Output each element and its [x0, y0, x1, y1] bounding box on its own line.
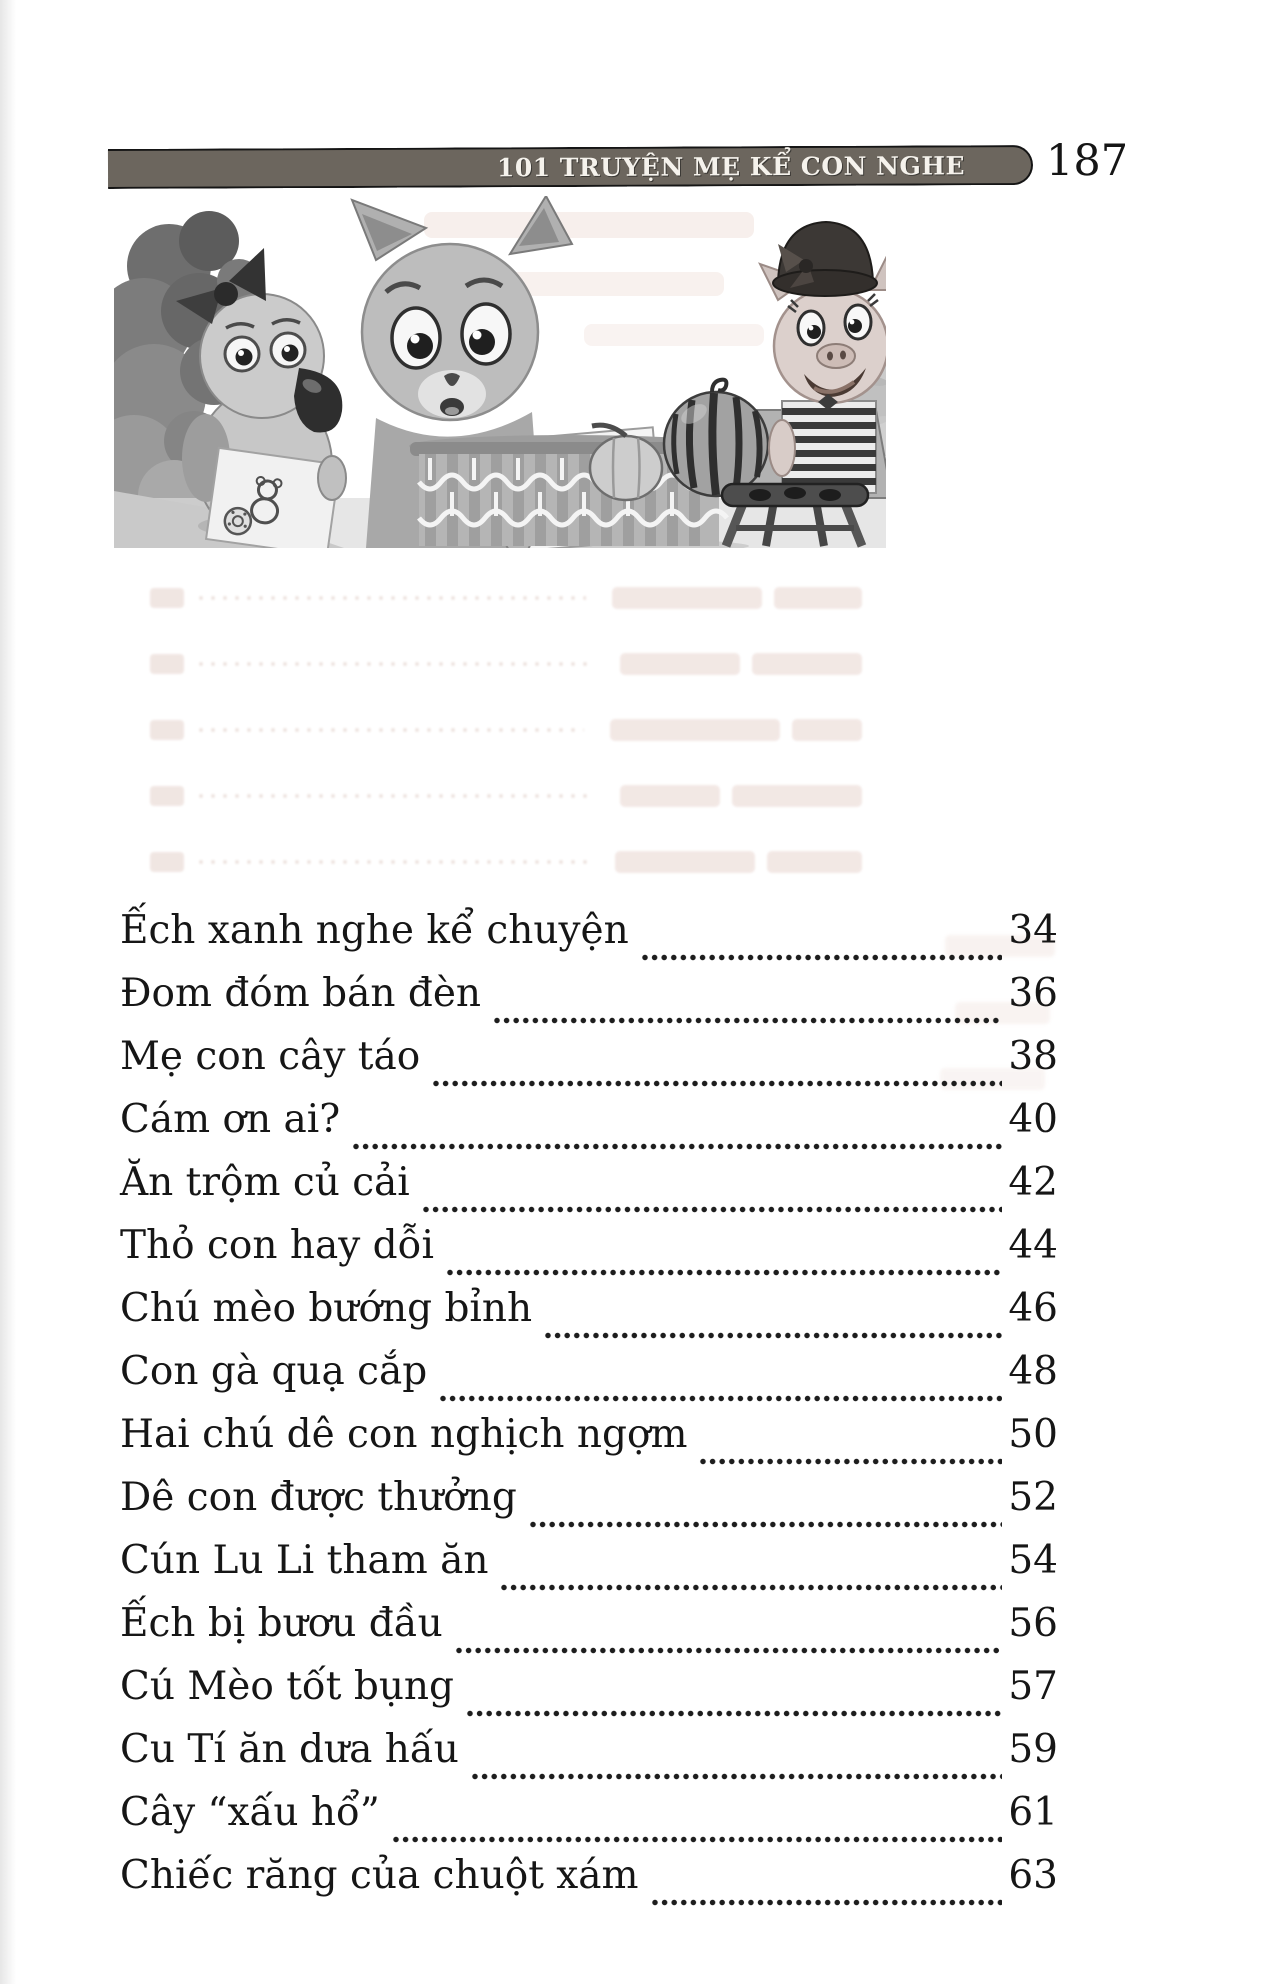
scan-edge-shadow: [0, 0, 16, 1984]
toc-entry-page: 54: [1008, 1538, 1058, 1583]
bleedthrough-line: [150, 585, 862, 611]
pig-hat: [773, 222, 877, 296]
bleedthrough-line: [150, 783, 862, 809]
toc-entry-title: Hai chú dê con nghịch ngợm: [120, 1412, 688, 1457]
toc-entry: [120, 908, 1058, 971]
dotted-leader: [466, 1709, 1002, 1718]
dotted-leader: [446, 1268, 1002, 1277]
toc-entry-page: 63: [1008, 1853, 1058, 1898]
bird-apron-drawing: [206, 448, 340, 548]
dotted-leader: [392, 1835, 1003, 1844]
toc-entry-title: Con gà quạ cắp: [120, 1349, 428, 1394]
dotted-leader: [529, 1520, 1003, 1529]
toc-entry-title: Chú mèo bướng bỉnh: [120, 1286, 533, 1331]
dotted-leader: [455, 1646, 1003, 1655]
toc-entry: [120, 1475, 1058, 1538]
bleedthrough-line: [150, 849, 862, 875]
pig-character: [760, 222, 886, 493]
toc-entry: [120, 1853, 1058, 1916]
toc-entry: [120, 1349, 1058, 1412]
dotted-leader: [500, 1583, 1002, 1592]
watermelon: [664, 380, 768, 496]
dotted-leader: [699, 1457, 1002, 1466]
bleedthrough-line: [150, 717, 862, 743]
dotted-leader: [422, 1205, 1003, 1214]
running-header-bar: [108, 145, 1033, 189]
toc-entry-page: 42: [1008, 1160, 1058, 1205]
toc-entry-title: Cây “xấu hổ”: [120, 1790, 380, 1835]
dotted-leader: [352, 1142, 1002, 1151]
dotted-leader: [471, 1772, 1002, 1781]
toc-entry-title: Cám ơn ai?: [120, 1097, 341, 1142]
story-illustration: [114, 196, 886, 548]
toc-entry: [120, 971, 1058, 1034]
toc-entry-page: 61: [1008, 1790, 1058, 1835]
toc-entry-title: Thỏ con hay dỗi: [120, 1223, 434, 1268]
dotted-leader: [651, 1898, 1003, 1907]
toc-entry: [120, 1664, 1058, 1727]
toc-entry-title: Mẹ con cây táo: [120, 1034, 421, 1079]
toc-entry-title: Ếch xanh nghe kể chuyện: [120, 908, 629, 953]
toc-entry: [120, 1601, 1058, 1664]
toc-entry-page: 46: [1008, 1286, 1058, 1331]
toc-entry-title: Cú Mèo tốt bụng: [120, 1664, 455, 1709]
toc-entry-page: 40: [1008, 1097, 1058, 1142]
toc-entry-title: Cún Lu Li tham ăn: [120, 1538, 489, 1583]
toc-entry: [120, 1286, 1058, 1349]
toc-entry: [120, 1034, 1058, 1097]
toc-entry-page: 59: [1008, 1727, 1058, 1772]
toc-entry-page: 38: [1008, 1034, 1058, 1079]
toc-entry-title: Dê con được thưởng: [120, 1475, 517, 1520]
toc-entry-page: 44: [1008, 1223, 1058, 1268]
dotted-leader: [493, 1016, 1002, 1025]
dotted-leader: [641, 953, 1003, 962]
toc-entry-page: 34: [1008, 908, 1058, 953]
toc-entry-title: Chiếc răng của chuột xám: [120, 1853, 639, 1898]
toc-entry-page: 56: [1008, 1601, 1058, 1646]
toc-entry-title: Ếch bị bươu đầu: [120, 1601, 443, 1646]
toc-entry-page: 48: [1008, 1349, 1058, 1394]
toc-entry: [120, 1097, 1058, 1160]
toc-entry-page: 57: [1008, 1664, 1058, 1709]
toc-entry: [120, 1160, 1058, 1223]
toc-entry-page: 36: [1008, 971, 1058, 1016]
bleedthrough-line: [150, 651, 862, 677]
toc-entry-title: Cu Tí ăn dưa hấu: [120, 1727, 459, 1772]
toc-entry-page: 52: [1008, 1475, 1058, 1520]
dotted-leader: [439, 1394, 1002, 1403]
toc-entry: [120, 1790, 1058, 1853]
toc-entry: [120, 1727, 1058, 1790]
toc-entry-title: Ăn trộm củ cải: [120, 1160, 410, 1205]
dotted-leader: [432, 1079, 1002, 1088]
book-title: 101 TRUYỆN MẸ KỂ CON NGHE: [496, 150, 966, 182]
page-number: 187: [1046, 136, 1129, 186]
toc-entry: [120, 1223, 1058, 1286]
toc-entry-title: Đom đóm bán đèn: [120, 971, 482, 1016]
toc-entry-page: 50: [1008, 1412, 1058, 1457]
toc-entry: [120, 1538, 1058, 1601]
toc-entry: [120, 1412, 1058, 1475]
table-of-contents: [120, 908, 1058, 1916]
dotted-leader: [544, 1331, 1002, 1340]
